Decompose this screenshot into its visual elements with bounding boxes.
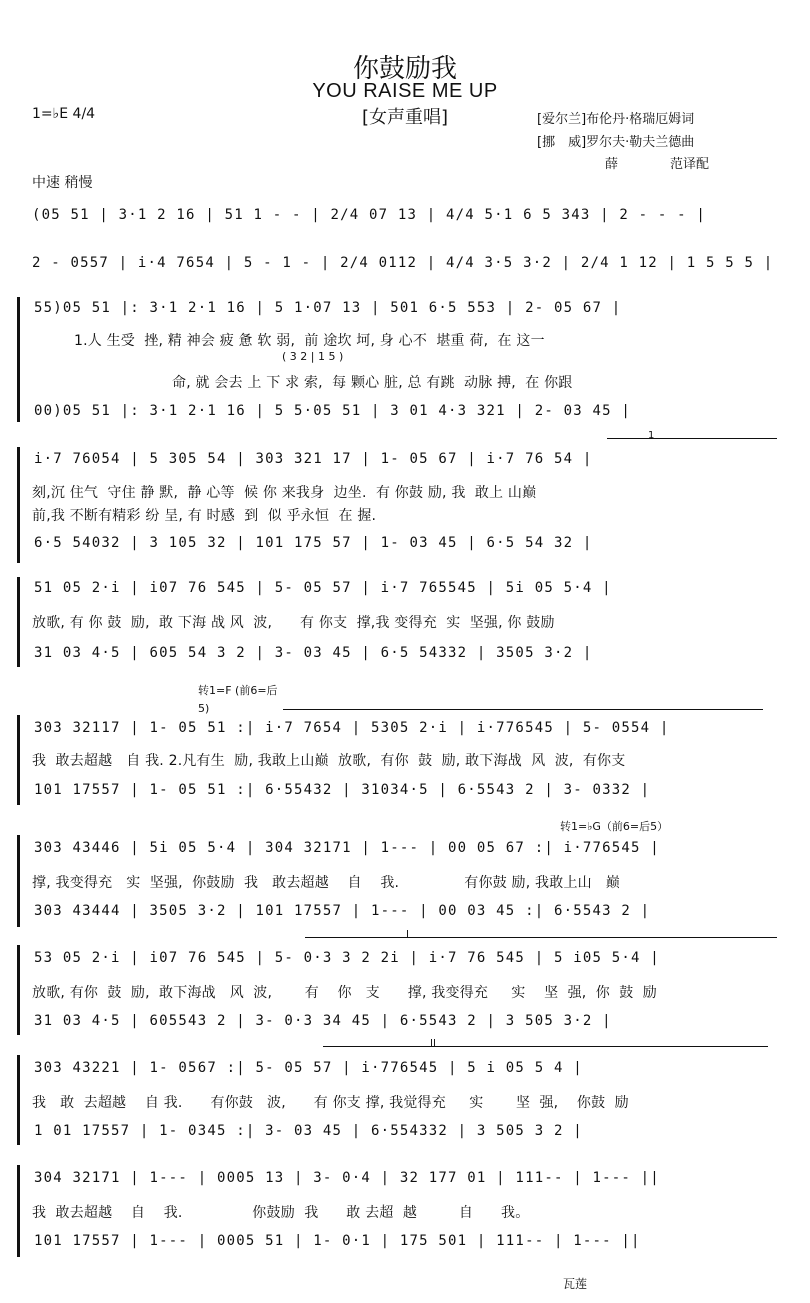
system-2-upper: i·7 76054 | 5 305 54 | 303 321 17 | 1- 05 67 | i·7 76 54 |: [34, 451, 593, 467]
system-6-lyric-1: 放歌, 有你 鼓 励, 敢下海战 风 波, 有 你 支 撑, 我变得充 实 坚 强, 你 鼓 励: [32, 985, 657, 1001]
system-1-upper: 55)05 51 |: 3·1 2·1 16 | 5 1·07 13 | 501 6·5 553 | 2- 05 67 |: [34, 300, 622, 316]
voice-type: [女声重唱]: [361, 107, 449, 128]
system-brace: [17, 297, 20, 422]
volta-line: [305, 937, 777, 938]
system-8-upper: 304 32171 | 1--- | 0005 13 | 3- 0·4 | 32 177 01 | 111-- | 1--- ||: [34, 1170, 660, 1186]
system-1-lyric-2: 命, 就 会去 上 下 求 索, 每 颗心 脏, 总 有跳 动脉 搏, 在 你跟: [172, 375, 573, 391]
song-subtitle: YOU RAISE ME UP: [312, 80, 498, 102]
key-signature: 1=♭E 4/4: [32, 106, 96, 122]
system-3-lower: 31 03 4·5 | 605 54 3 2 | 3- 03 45 | 6·5 54332 | 3505 3·2 |: [34, 645, 593, 661]
system-1-lyric-1: 1.人 生受 挫, 精 神会 疲 惫 软 弱, 前 途坎 坷, 身 心不 堪重 荷, 在 这一: [74, 333, 545, 349]
system-brace: [17, 1055, 20, 1145]
system-7-upper: 303 43221 | 1- 0567 :| 5- 05 57 | i·776545 | 5 i 05 5 4 |: [34, 1060, 583, 1076]
system-brace: [17, 835, 20, 927]
credit-arranger: 薛 范译配: [605, 157, 710, 172]
system-6-aside: I: [406, 929, 409, 940]
system-brace: [17, 1165, 20, 1257]
system-4-aside: 转1=F (前6=后5): [198, 684, 278, 715]
volta-line: [323, 1046, 768, 1047]
system-2-aside: 1: [648, 430, 655, 441]
system-brace: [17, 715, 20, 805]
song-title: 你鼓励我: [352, 54, 457, 84]
volta-line: [283, 709, 763, 710]
system-8-lyric-1: 我 敢去超越 自 我. 你鼓励 我 敢 去超 越 自 我。: [32, 1205, 530, 1221]
system-7-lyric-1: 我 敢 去超越 自 我. 有你鼓 波, 有 你支 撑, 我觉得充 实 坚 强, 你鼓 励: [32, 1095, 629, 1111]
system-5-aside: 转1=♭G（前6=后5）: [560, 820, 669, 833]
system-4-lower: 101 17557 | 1- 05 51 :| 6·55432 | 31034·5 | 6·5543 2 | 3- 0332 |: [34, 782, 651, 798]
system-brace: [17, 447, 20, 563]
system-1-aside: ( 3 2 | 1 5 ): [282, 350, 344, 363]
system-2-lyric-1: 刻,沉 住气 守住 静 默, 静 心等 候 你 来我身 边坐. 有 你鼓 励, 我 敢上 山巅: [32, 485, 537, 501]
system-1-lower: 00)05 51 |: 3·1 2·1 16 | 5 5·05 51 | 3 01 4·3 321 | 2- 03 45 |: [34, 403, 631, 419]
system-3-lyric-1: 放歌, 有 你 鼓 励, 敢 下海 战 风 波, 有 你支 撑,我 变得充 实 坚强, 你 鼓励: [32, 615, 555, 631]
system-6-lower: 31 03 4·5 | 605543 2 | 3- 0·3 34 45 | 6·5543 2 | 3 505 3·2 |: [34, 1013, 612, 1029]
system-7-aside: II: [430, 1038, 436, 1049]
system-7-lower: 1 01 17557 | 1- 0345 :| 3- 03 45 | 6·554332 | 3 505 3 2 |: [34, 1123, 583, 1139]
system-2-lower: 6·5 54032 | 3 105 32 | 101 175 57 | 1- 03 45 | 6·5 54 32 |: [34, 535, 593, 551]
system-8-lower: 101 17557 | 1--- | 0005 51 | 1- 0·1 | 175 501 | 111-- | 1--- ||: [34, 1233, 641, 1249]
system-4-lyric-1: 我 敢去超越 自 我. 2.凡有生 励, 我敢上山巅 放歌, 有你 鼓 励, 敢下海战 风 波, 有你支: [32, 753, 626, 769]
system-2-lyric-2: 前,我 不断有精彩 纷 呈, 有 时感 到 似 乎永恒 在 握.: [32, 508, 377, 524]
system-5-lyric-1: 撑, 我变得充 实 坚强, 你鼓励 我 敢去超越 自 我. 有你鼓 励, 我敢上山 巅: [32, 875, 621, 891]
system-6-upper: 53 05 2·i | i07 76 545 | 5- 0·3 3 2 2i | i·7 76 545 | 5 i05 5·4 |: [34, 950, 660, 966]
credit-composer: [挪 威]罗尔夫·勒夫兰德曲: [537, 135, 695, 150]
system-brace: [17, 577, 20, 667]
system-5-lower: 303 43444 | 3505 3·2 | 101 17557 | 1--- | 00 03 45 :| 6·5543 2 |: [34, 903, 651, 919]
intro-line-2: 2 - 0557 | i·4 7654 | 5 - 1 - | 2/4 0112 | 4/4 3·5 3·2 | 2/4 1 12 | 1 5 5 5 |: [32, 255, 774, 271]
intro-line-1: (05 51 | 3·1 2 16 | 51 1 - - | 2/4 07 13 | 4/4 5·1 6 5 343 | 2 - - - |: [32, 207, 707, 223]
credit-lyricist: [爱尔兰]布伦丹·格瑞厄姆词: [537, 112, 695, 127]
system-5-upper: 303 43446 | 5i 05 5·4 | 304 32171 | 1--- | 00 05 67 :| i·776545 |: [34, 840, 660, 856]
system-3-upper: 51 05 2·i | i07 76 545 | 5- 05 57 | i·7 765545 | 5i 05 5·4 |: [34, 580, 612, 596]
footer-signature: 瓦莲: [563, 1277, 588, 1291]
tempo-marking: 中速 稍慢: [32, 175, 93, 191]
volta-line: [607, 438, 777, 439]
system-brace: [17, 945, 20, 1035]
system-4-upper: 303 32117 | 1- 05 51 :| i·7 7654 | 5305 2·i | i·776545 | 5- 0554 |: [34, 720, 670, 736]
